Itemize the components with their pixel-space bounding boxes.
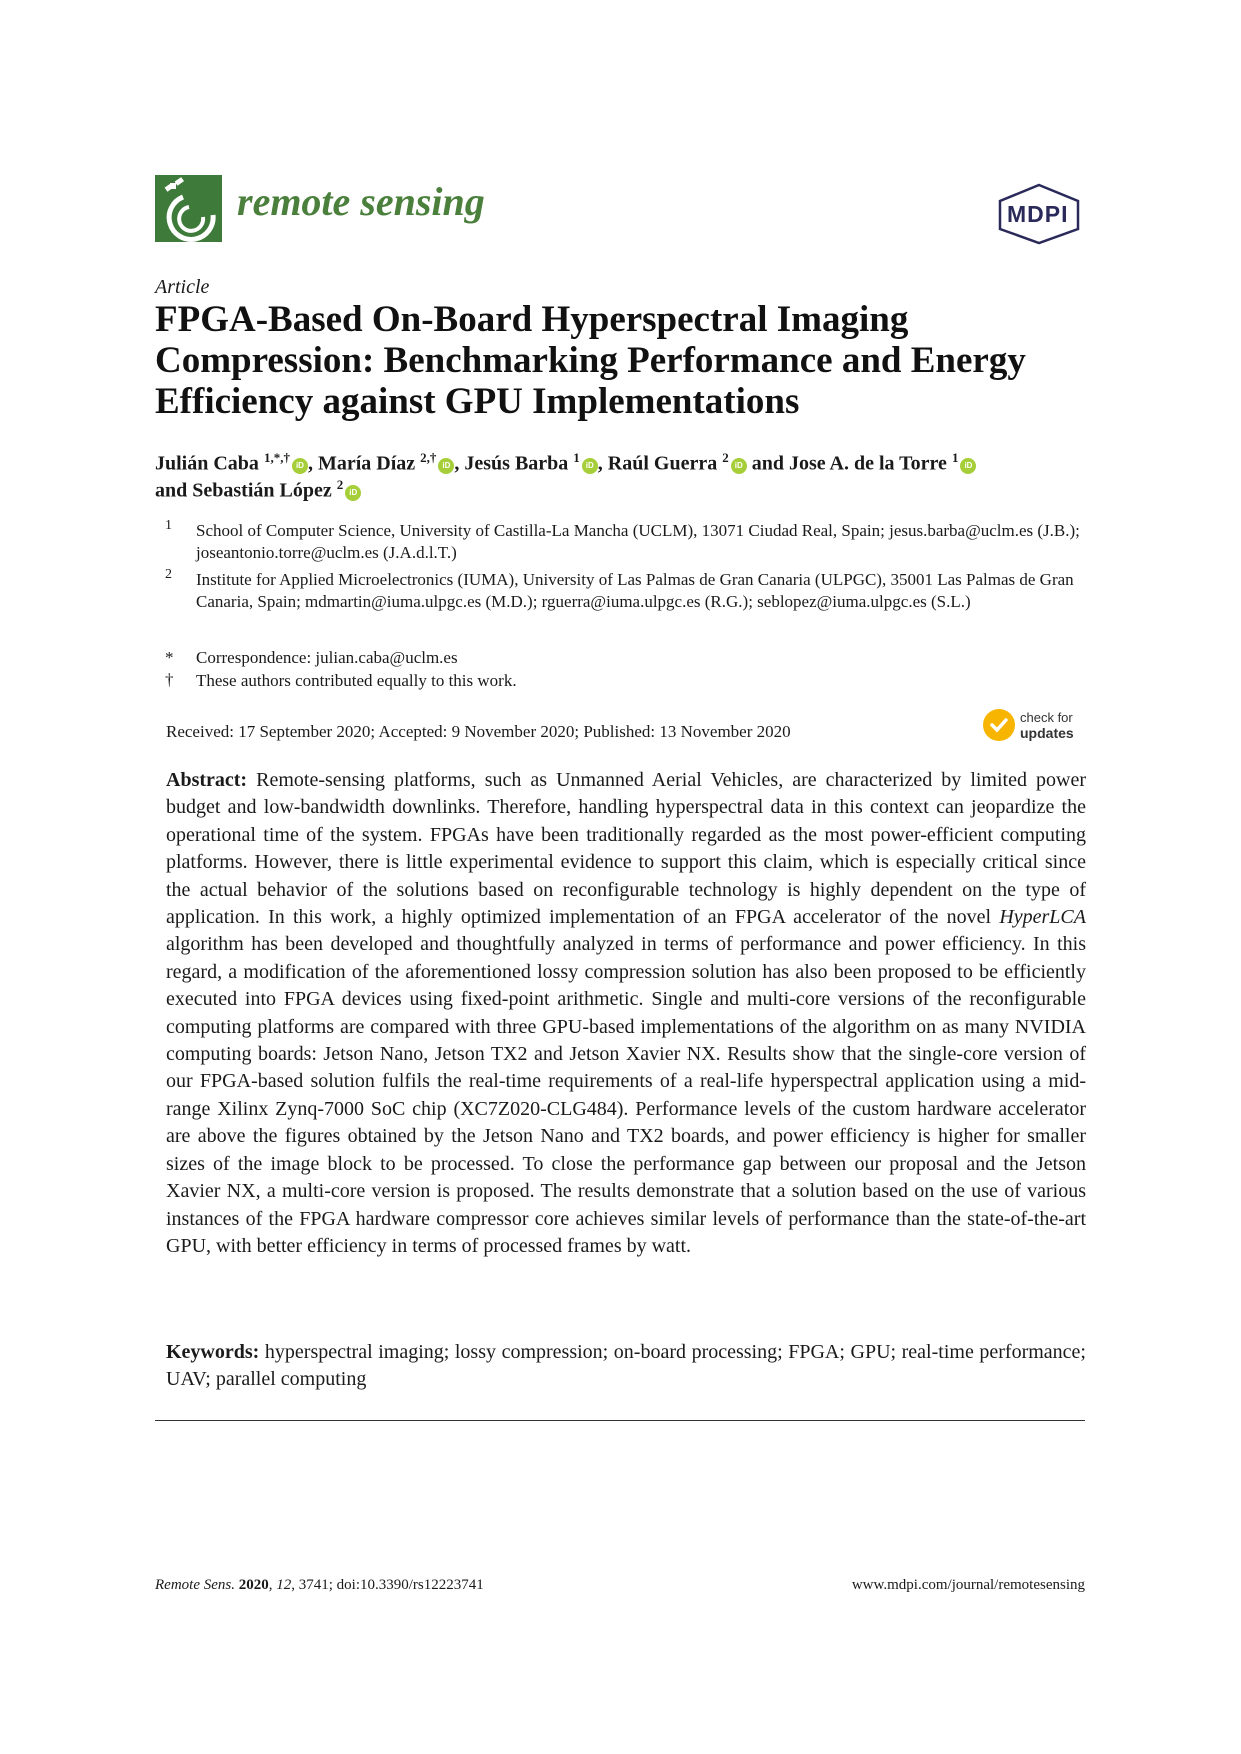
journal-logo-icon: [155, 175, 222, 242]
keywords-text: hyperspectral imaging; lossy compression; on-board processing; FPGA; GPU; real-time performance; UAV; parallel computing: [166, 1341, 1086, 1390]
orcid-icon[interactable]: iD: [438, 458, 454, 474]
footer-volume: 12: [276, 1577, 292, 1593]
correspondence-text: Correspondence: julian.caba@uclm.es: [196, 648, 458, 667]
correspondence-mark: *: [165, 648, 174, 667]
equal-contribution-text: These authors contributed equally to this work.: [196, 671, 517, 690]
checkmark-icon: [983, 709, 1015, 741]
check-updates-line2: updates: [1020, 725, 1074, 741]
affiliation-mark: 2: [165, 567, 172, 582]
footer-journal-url[interactable]: www.mdpi.com/journal/remotesensing: [851, 1577, 1085, 1593]
author-affiliation-mark: 2: [336, 477, 344, 492]
satellite-globe-icon: [155, 175, 222, 242]
orcid-icon[interactable]: iD: [345, 485, 361, 501]
author-affiliation-mark: 1,*,†: [263, 450, 290, 465]
author-affiliation-mark: 2,†: [420, 450, 437, 465]
check-updates-line1: check for: [1020, 710, 1073, 725]
author-affiliation-mark: 1: [951, 450, 959, 465]
author-name: Raúl Guerra: [607, 452, 718, 475]
abstract-text-part2: algorithm has been developed and thoughtfully analyzed in terms of performance and power efficiency. In this regard, a modification of the aforementioned lossy compression solution has also been proposed to be efficiently executed into FPGA devices using fixed-point arithmetic. Single and multi-core versions of the reconfigurable computing platforms are compared with three GPU-based implementations of the algorithm on as many NVIDIA computing boards: Jetson Nano, Jetson TX2 and Jetson Xavier NX. Results show that the single-core version of our FPGA-based solution fulfils the real-time requirements of a real-life hyperspectral application using a mid-range Xilinx Zynq-7000 SoC chip (XC7Z020-CLG484). Performance levels of the custom hardware accelerator are above the figures obtained by the Jetson Nano and TX2 boards, and power efficiency is higher for smaller sizes of the image block to be processed. To close the performance gap between our proposal and the Jetson Xavier NX, a multi-core version is proposed. The results demonstrate that a solution based on the use of various instances of the FPGA hardware compressor core achieves similar levels of performance than the state-of-the-art GPU, with better efficiency in terms of processed frames by watt.: [166, 933, 1086, 1257]
footer-journal-abbrev: Remote Sens.: [155, 1577, 235, 1593]
publication-dates: Received: 17 September 2020; Accepted: 9 November 2020; Published: 13 November 2020: [166, 722, 791, 741]
affiliation-text: School of Computer Science, University of Castilla-La Mancha (UCLM), 13071 Ciudad Real, Spain; jesus.barba@uclm.es (J.B.); joseantonio.torre@uclm.es (J.A.d.l.T.): [196, 521, 1080, 562]
author-name: Jose A. de la Torre: [788, 452, 947, 475]
author-name: Julián Caba: [155, 452, 259, 475]
footer-doi: , 3741; doi:10.3390/rs12223741: [291, 1577, 484, 1593]
author-separator: and: [746, 452, 789, 475]
abstract: [166, 767, 1086, 1260]
author-separator: ,: [454, 452, 465, 475]
author-line-1: [155, 450, 976, 476]
check-for-updates-badge[interactable]: [983, 709, 1093, 745]
publisher-logo: [996, 183, 1082, 245]
footer-year: 2020: [238, 1577, 269, 1593]
author-separator: ,: [597, 452, 608, 475]
author-name: and Sebastián López: [155, 479, 332, 502]
orcid-icon[interactable]: iD: [960, 458, 976, 474]
orcid-icon[interactable]: iD: [582, 458, 598, 474]
author-affiliation-mark: 1: [573, 450, 580, 465]
abstract-text-part1: Remote-sensing platforms, such as Unmanned Aerial Vehicles, are characterized by limited power budget and low-bandwidth downlinks. Therefore, handling hyperspectral data in this context can jeopardize the operational time of the system. FPGAs have been traditionally regarded as the most power-efficient computing platforms. However, there is little experimental evidence to support this claim, which is especially critical since the actual behavior of the solutions based on reconfigurable technology is highly dependent on the type of application. In this work, a highly optimized implementation of an FPGA accelerator of the novel: [166, 769, 1086, 929]
orcid-icon[interactable]: iD: [731, 458, 747, 474]
check-updates-icon: [983, 709, 1015, 741]
abstract-italic-term: HyperLCA: [999, 906, 1086, 929]
article-type: Article: [155, 276, 210, 298]
author-separator: ,: [307, 452, 318, 475]
section-divider: [155, 1420, 1085, 1421]
journal-name: remote sensing: [237, 179, 485, 224]
keywords: [166, 1339, 1086, 1393]
abstract-label: Abstract:: [166, 769, 248, 791]
article-title: FPGA-Based On-Board Hyperspectral Imaging Compression: Benchmarking Performance and Energy Efficiency against GPU Implementations: [155, 299, 1026, 422]
author-affiliation-mark: 2: [722, 450, 729, 465]
author-line-2: [155, 477, 361, 503]
keywords-label: Keywords:: [166, 1341, 260, 1363]
author-name: María Díaz: [317, 452, 416, 475]
publisher-logo-text: MDPI: [1007, 201, 1069, 227]
equal-contribution-mark: †: [165, 670, 174, 689]
footer-citation: Remote Sens. 2020, 12, 3741; doi:10.3390/rs12223741: [155, 1577, 484, 1593]
orcid-icon[interactable]: iD: [292, 458, 308, 474]
author-name: Jesús Barba: [464, 452, 569, 475]
affiliation-text: Institute for Applied Microelectronics (IUMA), University of Las Palmas de Gran Canaria (ULPGC), 35001 Las Palmas de Gran Canaria, Spain; mdmartin@iuma.ulpgc.es (M.D.); rguerra@iuma.ulpgc.es (R.G.); seblopez@iuma.ulpgc.es (S.L.): [196, 570, 1074, 611]
affiliation-mark: 1: [165, 518, 172, 533]
